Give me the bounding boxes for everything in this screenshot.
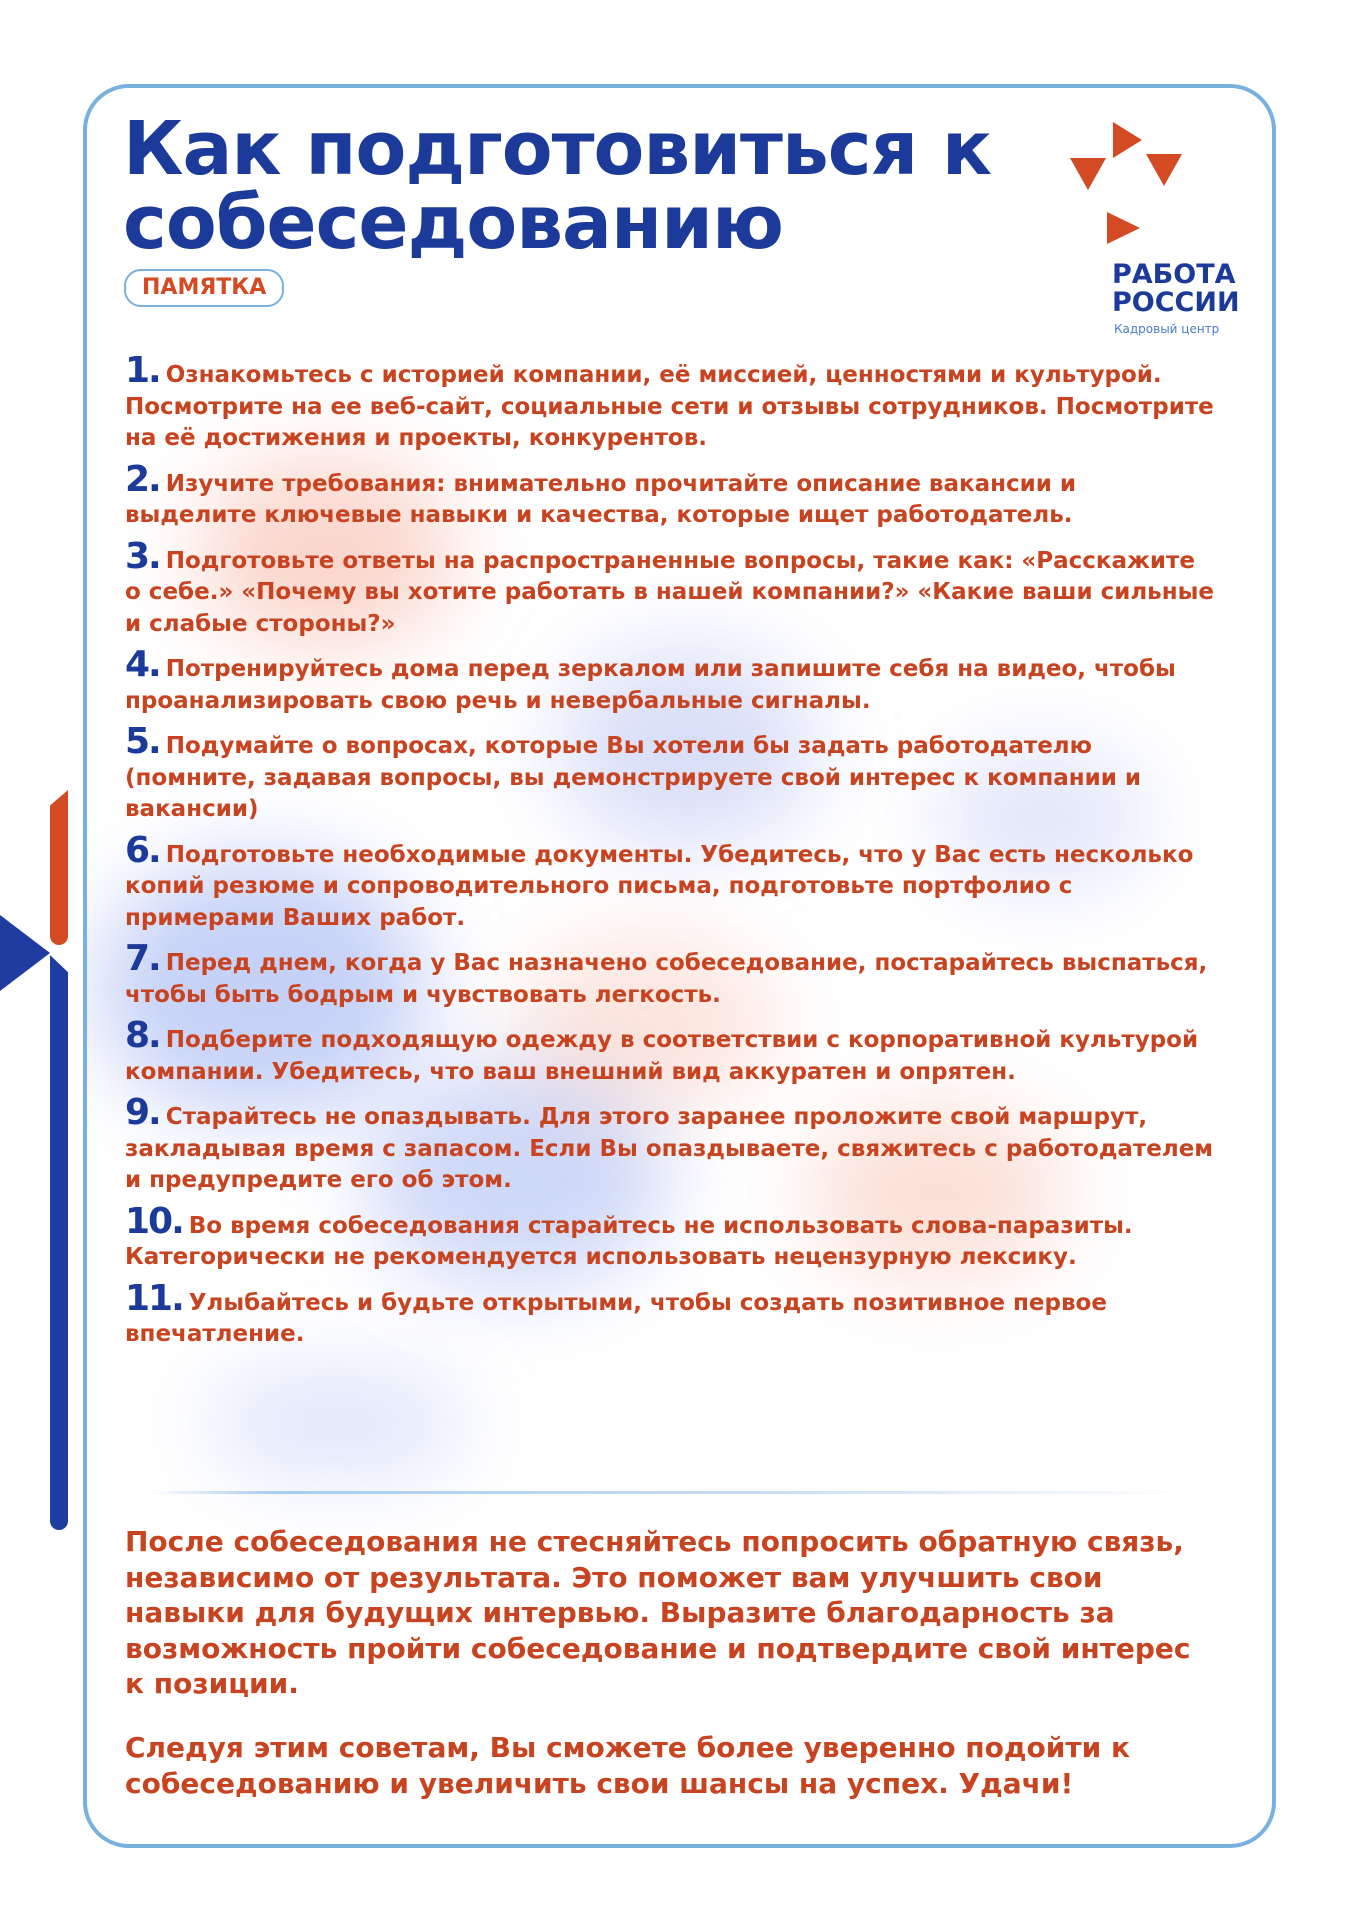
list-item — [125, 1015, 1215, 1088]
tip-number: 11. — [125, 1277, 183, 1319]
list-item — [125, 644, 1215, 717]
tip-text: Подумайте о вопросах, которые Вы хотели бы задать работодателю (помните, задавая вопросы, вы демонстрируете свой интерес к компании и вакансии) — [125, 733, 1142, 822]
side-arrow-icon — [0, 915, 50, 991]
tip-text: Изучите требования: внимательно прочитайте описание вакансии и выделите ключевые навыки и качества, которые ищет работодатель. — [125, 470, 1077, 528]
decor-blur — [207, 1368, 467, 1478]
list-item — [125, 1277, 1215, 1351]
tip-number: 1. — [125, 350, 160, 391]
tip-text: Перед днем, когда у Вас назначено собеседование, постарайтесь выспаться, чтобы быть бодрым и чувствовать легкость. — [125, 950, 1208, 1008]
tip-number: 10. — [125, 1200, 183, 1242]
list-item — [125, 1200, 1215, 1274]
closing-paragraph-good-luck: Следуя этим советам, Вы сможете более уверенно подойти к собеседованию и увеличить свои шансы на успех. Удачи! — [125, 1731, 1130, 1800]
rabota-rossii-logo — [1070, 122, 1270, 342]
tip-text: Потренируйтесь дома перед зеркалом или запишите себя на видео, чтобы проанализировать свою речь и невербальные сигналы. — [125, 656, 1176, 714]
list-item — [125, 458, 1215, 532]
list-item — [125, 535, 1215, 641]
tip-text: Ознакомьтесь с историей компании, её миссией, ценностями и культурой. Посмотрите на ее веб-сайт, социальные сети и отзывы сотрудников. Посмотрите на её достижения и проекты, конкурентов. — [125, 362, 1214, 451]
tip-number: 7. — [125, 938, 160, 979]
tip-number: 2. — [125, 458, 160, 500]
side-accent-orange — [50, 790, 68, 945]
logo-subtitle: Кадровый центр — [1114, 322, 1220, 336]
list-item — [125, 721, 1215, 826]
list-item — [125, 829, 1215, 935]
list-item — [125, 1092, 1215, 1197]
tip-number: 6. — [125, 829, 160, 871]
tip-text: Подготовьте ответы на распространенные вопросы, такие как: «Расскажите о себе.» «Почему вы хотите работать в нашей компании?» «Какие ваши сильные и слабые стороны?» — [125, 547, 1214, 637]
closing-paragraph-feedback: После собеседования не стесняйтесь попросить обратную связь, независимо от результата. Это поможет вам улучшить свои навыки для будущих интервью. Выразите благодарность за возможность пройти собеседование и подтвердите свой интерес к позиции. — [125, 1525, 1191, 1700]
section-divider — [150, 1491, 1190, 1494]
side-accent-blue — [50, 955, 68, 1530]
logo-title-line2: РОССИИ — [1112, 287, 1240, 318]
tip-number: 9. — [125, 1092, 160, 1133]
logo-arrows-icon — [1070, 122, 1190, 252]
tip-text: Подготовьте необходимые документы. Убедитесь, что у Вас есть несколько копий резюме и сопроводительного письма, подготовьте портфолио с примерами Ваших работ. — [125, 841, 1194, 931]
tip-text: Во время собеседования старайтесь не использовать слова-паразиты. Категорически не рекомендуется использовать нецензурную лексику. — [125, 1212, 1133, 1270]
tip-number: 5. — [125, 721, 160, 762]
tip-text: Улыбайтесь и будьте открытыми, чтобы создать позитивное первое впечатление. — [125, 1289, 1107, 1347]
page-title: Как подготовиться к собеседованию — [123, 106, 992, 266]
tip-number: 3. — [125, 535, 160, 577]
memo-badge: ПАМЯТКА — [124, 269, 284, 307]
logo-title-line1: РАБОТА — [1112, 259, 1236, 290]
tip-text: Старайтесь не опаздывать. Для этого заранее проложите свой маршрут, закладывая время с запасом. Если Вы опаздываете, свяжитесь с работодателем и предупредите его об этом. — [125, 1104, 1214, 1193]
tip-number: 4. — [125, 644, 160, 685]
list-item — [125, 350, 1215, 455]
list-item — [125, 938, 1215, 1011]
tip-text: Подберите подходящую одежду в соответствии с корпоративной культурой компании. Убедитесь, что ваш внешний вид аккуратен и опрятен. — [125, 1027, 1199, 1085]
tip-number: 8. — [125, 1015, 160, 1056]
tips-list — [125, 350, 1215, 1360]
